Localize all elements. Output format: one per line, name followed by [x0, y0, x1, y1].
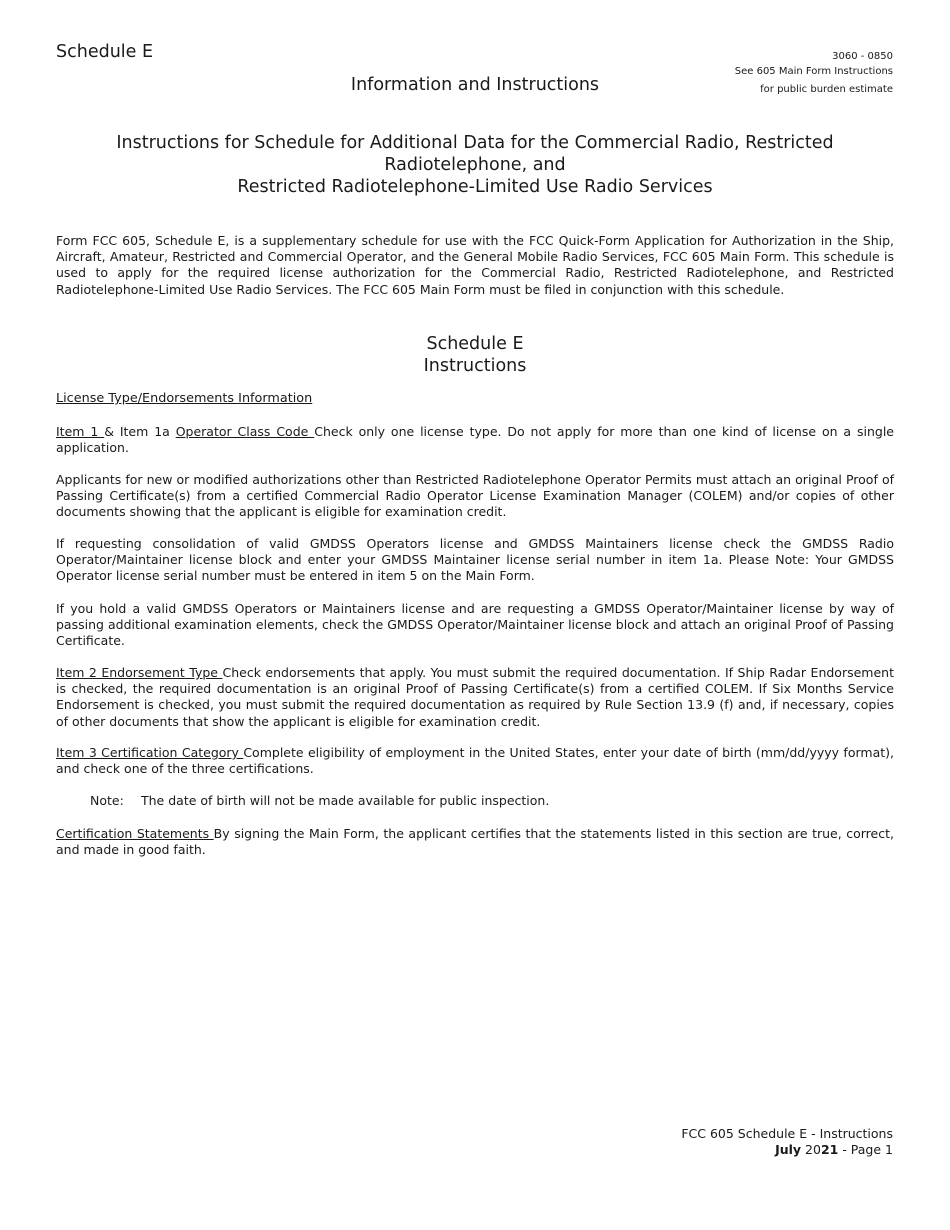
certification-paragraph	[56, 826, 894, 858]
footer-year-prefix: 20	[801, 1141, 821, 1157]
item1-label: Item 1	[56, 424, 105, 439]
item1-text: Check only one license type. Do not apply for more than one kind of license on a single application.	[56, 424, 894, 456]
gmdss-upgrade-paragraph: If you hold a valid GMDSS Operators or Maintainers license and are requesting a GMDSS Operator/Maintainer license by way of passing additional examination elements, check the GMDSS Operator/Maintainer license block and attach an original Proof of Passing Certificate.	[56, 601, 894, 649]
section-title-line-1: Schedule E	[426, 334, 524, 354]
item2-paragraph	[56, 665, 894, 730]
certification-text: By signing the Main Form, the applicant certifies that the statements listed in this section are true, correct, and made in good faith.	[56, 826, 894, 858]
schedule-label: Schedule E	[56, 42, 154, 62]
license-type-header: License Type/Endorsements Information	[56, 391, 313, 406]
page-footer	[681, 1126, 893, 1157]
omb-instructions-ref: See 605 Main Form Instructions	[734, 66, 893, 77]
gmdss-consolidation-paragraph: If requesting consolidation of valid GMDSS Operators license and GMDSS Maintainers license check the GMDSS Radio Operator/Maintainer license block and enter your GMDSS Maintainer license serial number in item 1a. Please Note: Your GMDSS Operator license serial number must be entered in item 5 on the Main Form.	[56, 536, 894, 584]
operator-class-code-label: Operator Class Code	[175, 424, 315, 439]
title-line-1: Instructions for Schedule for Additional Data for the Commercial Radio, Restricted	[116, 133, 834, 153]
certification-label: Certification Statements	[56, 826, 214, 841]
note-text: The date of birth will not be made available for public inspection.	[141, 793, 550, 808]
omb-burden-note: for public burden estimate	[760, 84, 893, 95]
item1a-label: & Item 1a	[104, 424, 176, 439]
applicants-paragraph: Applicants for new or modified authorizations other than Restricted Radiotelephone Operator Permits must attach an original Proof of Passing Certificate(s) from a certified Commercial Radio Operator License Examination Manager (COLEM) and/or copies of other documents showing that the applicant is eligible for examination credit.	[56, 472, 894, 520]
section-title-line-2: Instructions	[423, 356, 527, 376]
item3-text: Complete eligibility of employment in the United States, enter your date of birth (mm/dd/yyyy format), and check one of the three certifications.	[56, 745, 894, 777]
item2-text: Check endorsements that apply. You must submit the required documentation. If Ship Radar Endorsement is checked, the required documentation is an original Proof of Passing Certificate(s) from a certified COLEM. If Six Months Service Endorsement is checked, you must submit the required documentation as required by Rule Section 13.9 (f) and, if necessary, copies of other documents that show the applicant is eligible for examination credit.	[56, 665, 894, 729]
omb-number: 3060 - 0850	[832, 51, 893, 62]
footer-page-number: - Page 1	[838, 1141, 893, 1157]
document-title	[90, 132, 860, 198]
footer-form-name: FCC 605 Schedule E - Instructions	[681, 1126, 893, 1141]
title-line-2: Radiotelephone, and	[384, 155, 566, 175]
item2-label: Item 2 Endorsement Type	[56, 665, 223, 680]
note-label: Note:	[90, 793, 124, 808]
footer-month: July	[775, 1141, 802, 1157]
item1-paragraph	[56, 424, 894, 456]
info-heading: Information and Instructions	[350, 75, 600, 95]
note-paragraph	[90, 793, 549, 808]
footer-year-suffix: 21	[820, 1141, 839, 1157]
item3-label: Item 3 Certification Category	[56, 745, 244, 760]
intro-paragraph: Form FCC 605, Schedule E, is a supplementary schedule for use with the FCC Quick-Form Application for Authorization in the Ship, Aircraft, Amateur, Restricted and Commercial Operator, and the General Mobile Radio Services, FCC 605 Main Form. This schedule is used to apply for the required license authorization for the Commercial Radio, Restricted Radiotelephone, and Restricted Radiotelephone-Limited Use Radio Services. The FCC 605 Main Form must be filed in conjunction with this schedule.	[56, 233, 894, 297]
item3-paragraph	[56, 745, 894, 777]
title-line-3: Restricted Radiotelephone-Limited Use Radio Services	[237, 177, 713, 197]
section-title	[0, 333, 950, 377]
